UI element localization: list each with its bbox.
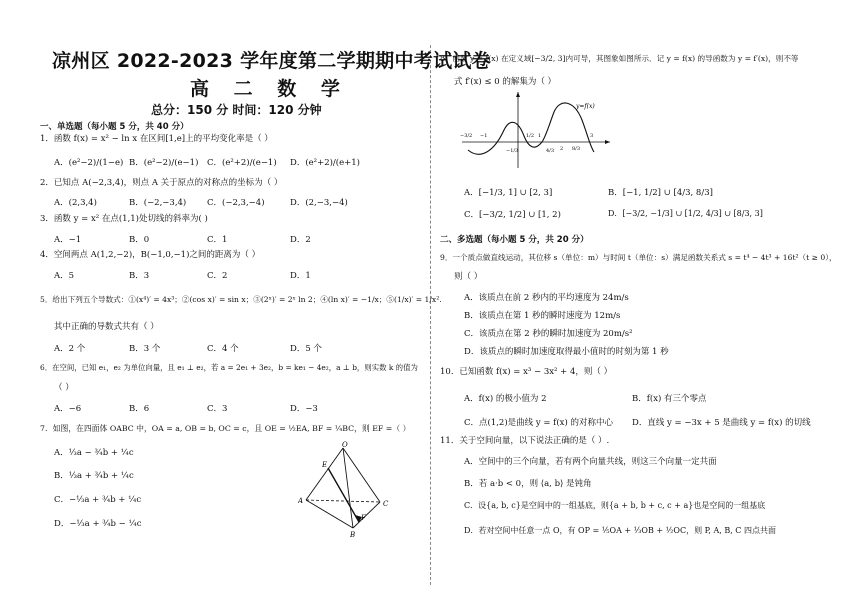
tick-neg-3-2: −3/2 — [460, 133, 473, 139]
q2-option-c: C．(−2,3,−4) — [207, 198, 265, 208]
exam-title: 凉州区 2022-2023 学年度第二学期期中考试试卷 — [52, 50, 491, 72]
question-7: 7．如图，在四面体 OABC 中，OA = a, OB = b, OC = c，且 OE = ½EA, BF = ¼BC，则 EF =（ ） — [40, 424, 411, 433]
q4-option-c: C．2 — [207, 271, 228, 281]
q8-option-c: C．[−3/2, 1/2] ∪ [1, 2) — [464, 210, 561, 220]
q4-option-d: D．1 — [290, 271, 311, 281]
label-f: F — [361, 514, 366, 522]
q7-option-d: D．−⅓a + ¾b − ¼c — [54, 519, 142, 529]
question-2: 2．已知点 A(−2,3,4)，则点 A 关于原点的对称点的坐标为（ ） — [40, 178, 283, 188]
q9-option-c: C．该质点在第 2 秒的瞬时加速度为 20m/s² — [464, 329, 633, 339]
q7-option-c: C．−⅓a + ¾b + ¼c — [54, 495, 142, 505]
q11-option-d: D．若对空间中任意一点 O，有 OP = ⅕OA + ⅓OB + ½OC，则 P, A, B, C 四点共面 — [464, 526, 776, 535]
q2-option-a: A．(2,3,4) — [54, 198, 97, 208]
q2-option-d: D．(2,−3,−4) — [290, 198, 348, 208]
q8-option-a: A．[−1/3, 1] ∪ [2, 3] — [464, 188, 553, 198]
tick-3: 3 — [590, 133, 594, 139]
q10-option-b: B．f(x) 有三个零点 — [632, 394, 707, 404]
q5-option-a: A．2 个 — [54, 344, 86, 354]
q3-option-d: D．2 — [290, 235, 311, 245]
q1-option-c: C．(e²+2)/(e−1) — [207, 158, 277, 168]
label-a: A — [298, 497, 304, 505]
q9-option-a: A．该质点在前 2 秒内的平均速度为 24m/s — [464, 293, 629, 303]
tick-4-3: 4/3 — [546, 148, 555, 154]
q3-option-c: C．1 — [207, 235, 228, 245]
q6-option-c: C．3 — [207, 404, 228, 414]
question-5-prompt: 其中正确的导数式共有（ ） — [54, 322, 159, 332]
tick-1: 1 — [538, 133, 542, 139]
question-8: 8．函数 y = f(x) 在定义域[−3/2, 3]内可导，其图象如图所示．记 y = f(x) 的导函数为 y = f′(x)，则不等 — [440, 54, 799, 63]
question-9-cont: 则（ ） — [454, 272, 483, 282]
q6-option-a: A．−6 — [54, 404, 82, 414]
question-9: 9．一个质点做直线运动，其位移 s（单位：m）与时间 t（单位：s）满足函数关系式 s = t⁴ − 4t³ + 16t²（t ≥ 0）， — [440, 253, 837, 262]
label-b: B — [350, 531, 356, 539]
tetrahedron-figure — [298, 440, 398, 540]
q10-option-a: A．f(x) 的极小值为 2 — [464, 394, 547, 404]
question-5: 5．给出下列五个导数式：①(x⁴)′ = 4x³；②(cos x)′ = sin x；③(2ˣ)′ = 2ˣ ln 2；④(ln x)′ = −1/x；⑤(1/x)′ = 1/x². — [40, 295, 442, 304]
section-single-choice: 一、单选题（每小题 5 分，共 40 分） — [40, 122, 189, 132]
q5-option-b: B．3 个 — [129, 344, 161, 354]
q3-option-a: A．−1 — [54, 235, 82, 245]
q5-option-c: C．4 个 — [207, 344, 239, 354]
score-time: 总分：150 分 时间：120 分钟 — [151, 103, 322, 117]
q8-option-b: B．[−1, 1/2] ∪ [4/3, 8/3] — [608, 188, 713, 198]
q4-option-b: B．3 — [129, 271, 150, 281]
q7-option-b: B．⅓a + ¾b + ¼c — [54, 471, 134, 481]
question-3: 3．函数 y = x² 在点(1,1)处切线的斜率为( ) — [40, 214, 208, 224]
section-multi-choice: 二、多选题（每小题 5 分，共 20 分） — [440, 235, 589, 245]
function-graph — [460, 90, 620, 170]
q11-option-c: C．设{a, b, c}是空间中的一组基底，则{a + b, b + c, c + a}也是空间的一组基底 — [464, 501, 766, 510]
q7-option-a: A．⅓a − ¾b + ¼c — [54, 448, 134, 458]
q3-option-b: B．0 — [129, 235, 150, 245]
q1-option-a: A．(e²−2)/(1−e) — [54, 158, 124, 168]
q6-option-d: D．−3 — [290, 404, 318, 414]
q10-option-d: D．直线 y = −3x + 5 是曲线 y = f(x) 的切线 — [632, 418, 811, 428]
q4-option-a: A．5 — [54, 271, 75, 281]
tick-2: 2 — [560, 146, 564, 152]
tick-neg-1: −1 — [480, 133, 488, 139]
subject-title: 高 二 数 学 — [190, 78, 349, 100]
q1-option-b: B．(e²−2)/(e−1) — [129, 158, 199, 168]
question-1: 1．函数 f(x) = x² − ln x 在区间[1,e]上的平均变化率是（ ） — [40, 134, 273, 144]
graph-label: y=f(x) — [576, 103, 595, 110]
column-divider — [430, 45, 431, 585]
tick-1-2: 1/2 — [526, 133, 535, 139]
q2-option-b: B．(−2,−3,4) — [129, 198, 187, 208]
q8-option-d: D．[−3/2, −1/3] ∪ [1/2, 4/3] ∪ [8/3, 3] — [608, 209, 763, 218]
question-6-paren: （ ） — [54, 383, 74, 393]
q9-option-d: D．该质点的瞬时加速度取得最小值时的时刻为第 1 秒 — [464, 347, 669, 357]
q9-option-b: B．该质点在第 1 秒的瞬时速度为 12m/s — [464, 311, 621, 321]
question-6: 6．在空间，已知 e₁，e₂ 为单位向量，且 e₁ ⊥ e₂，若 a = 2e₁ + 3e₂，b = ke₁ − 4e₂，a ⊥ b，则实数 k 的值为 — [40, 363, 418, 372]
label-o: O — [342, 441, 348, 449]
tick-8-3: 8/3 — [572, 146, 581, 152]
question-4: 4．空间两点 A(1,2,−2)，B(−1,0,−1)之间的距离为（ ） — [40, 250, 261, 260]
q6-option-b: B．6 — [129, 404, 150, 414]
tick-neg-1-3: −1/3 — [506, 148, 519, 154]
question-11: 11．关于空间向量，以下说法正确的是（ ）. — [440, 436, 610, 446]
question-10: 10．已知函数 f(x) = x³ − 3x² + 4，则（ ） — [440, 367, 613, 377]
q10-option-c: C．点(1,2)是曲线 y = f(x) 的对称中心 — [464, 418, 613, 428]
q1-option-d: D．(e²+2)/(e+1) — [290, 158, 360, 168]
q11-option-a: A．空间中的三个向量，若有两个向量共线，则这三个向量一定共面 — [464, 457, 717, 467]
label-c: C — [383, 500, 389, 508]
question-8-cont: 式 f′(x) ≤ 0 的解集为（ ） — [454, 77, 557, 87]
q5-option-d: D．5 个 — [290, 344, 322, 354]
q11-option-b: B．若 a·b < 0，则 ⟨a, b⟩ 是钝角 — [464, 479, 592, 489]
label-e: E — [322, 461, 328, 469]
